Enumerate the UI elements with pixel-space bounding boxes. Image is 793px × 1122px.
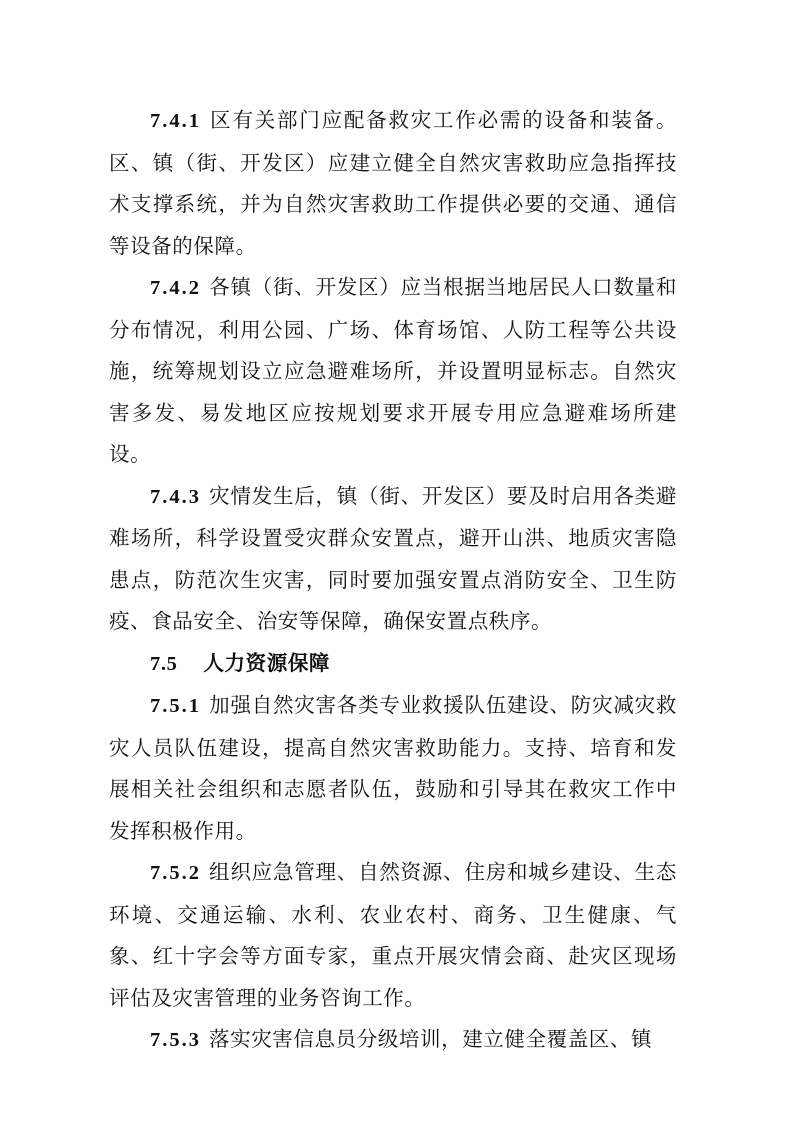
paragraph-7-4-2	[109, 267, 677, 476]
clause-number: 7.5.1	[150, 695, 201, 717]
clause-text: 区有关部门应配备救灾工作必需的设备和装备。区、镇（街、开发区）应建立健全自然灾害救助应急指挥技术支撑系统，并为自然灾害救助工作提供必要的交通、通信等设备的保障。	[109, 108, 677, 258]
paragraph-7-5-1	[109, 685, 677, 852]
clause-number: 7.4.1	[150, 110, 201, 132]
section-heading	[109, 643, 677, 686]
clause-number: 7.5.3	[150, 1029, 201, 1051]
paragraph-7-5-3	[109, 1019, 677, 1062]
paragraph-7-5-2	[109, 852, 677, 1019]
clause-text: 组织应急管理、自然资源、住房和城乡建设、生态环境、交通运输、水利、农业农村、商务、卫生健康、气象、红十字会等方面专家，重点开展灾情会商、赴灾区现场评估及灾害管理的业务咨询工作。	[109, 860, 677, 1010]
section-number: 7.5	[150, 652, 178, 675]
paragraph-7-4-1	[109, 100, 677, 267]
clause-text: 加强自然灾害各类专业救援队伍建设、防灾减灾救灾人员队伍建设，提高自然灾害救助能力。支持、培育和发展相关社会组织和志愿者队伍，鼓励和引导其在救灾工作中发挥积极作用。	[109, 693, 677, 843]
paragraph-7-4-3	[109, 476, 677, 643]
document-body	[109, 100, 677, 1062]
section-title: 人力资源保障	[203, 650, 331, 675]
clause-number: 7.5.2	[150, 862, 201, 884]
clause-number: 7.4.3	[150, 485, 201, 508]
clause-text: 灾情发生后，镇（街、开发区）要及时启用各类避难场所，科学设置受灾群众安置点，避开山洪、地质灾害隐患点，防范次生灾害，同时要加强安置点消防安全、卫生防疫、食品安全、治安等保障，确保安置点秩序。	[109, 483, 677, 633]
clause-text: 各镇（街、开发区）应当根据当地居民人口数量和分布情况，利用公园、广场、体育场馆、人防工程等公共设施，统筹规划设立应急避难场所，并设置明显标志。自然灾害多发、易发地区应按规划要求开展专用应急避难场所建设。	[109, 275, 677, 466]
clause-text: 落实灾害信息员分级培训，建立健全覆盖区、镇	[209, 1027, 653, 1051]
clause-number: 7.4.2	[150, 277, 201, 299]
